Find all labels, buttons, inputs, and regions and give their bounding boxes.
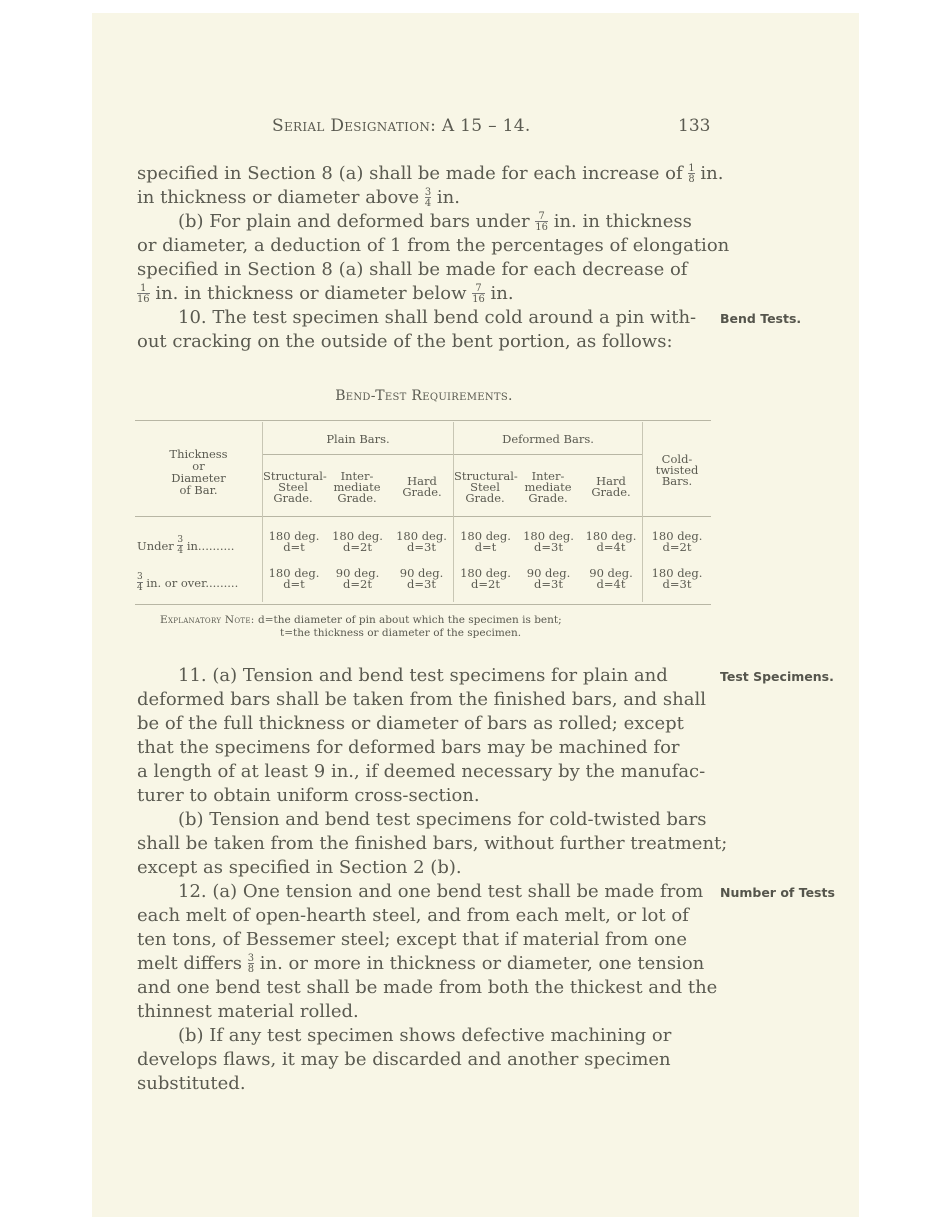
table-cell: 180 deg. d=2t [460, 566, 511, 591]
text-line: turer to obtain uniform cross-section. [137, 785, 480, 806]
text-line: specified in Section 8 (a) shall be made for each increase of $\frac{1}{8}$ in. [137, 162, 724, 186]
table-title: Bend-Test Requirements. [335, 388, 513, 404]
text-line: ten tons, of Bessemer steel; except that if material from one [137, 929, 688, 950]
text-line: (b) For plain and deformed bars under $\frac{7}{16}$ in. in thickness [178, 210, 692, 234]
text-line: 12. (a) One tension and one bend test shall be made from [178, 881, 704, 902]
side-note-bend-tests: Bend Tests. [720, 311, 802, 326]
group-header-plain: Plain Bars. [326, 432, 390, 446]
text-line: melt differs $\frac{3}{8}$ in. or more in thickness or diameter, one tension [137, 952, 705, 976]
fraction: $\frac{7}{16}$ [535, 210, 548, 234]
running-header: Serial Designation: A 15 – 14. [272, 116, 531, 136]
text-line: specified in Section 8 (a) shall be made for each decrease of [137, 259, 688, 280]
fraction: $\frac{1}{8}$ [688, 162, 695, 186]
header-thickness: Thickness or Diameter of Bar. [169, 447, 228, 497]
side-note-test-specimens: Test Specimens. [720, 669, 834, 684]
rule [135, 420, 711, 421]
table-cell: 90 deg. d=3t [526, 566, 571, 591]
text-line: or diameter, a deduction of 1 from the percentages of elongation [137, 235, 730, 256]
table-cell: 180 deg. d=4t [585, 529, 637, 554]
header-hard-plain: Hard Grade. [402, 474, 442, 499]
text-line: out cracking on the outside of the bent portion, as follows: [137, 331, 673, 352]
text-line: except as specified in Section 2 (b). [137, 857, 462, 878]
text-line: 11. (a) Tension and bend test specimens for plain and [178, 665, 668, 686]
table-cell: 180 deg. d=t [460, 529, 511, 554]
text-line: deformed bars shall be taken from the finished bars, and shall [137, 689, 706, 710]
header-intermediate-plain: Inter- mediate Grade. [333, 469, 381, 505]
text-line: a length of at least 9 in., if deemed necessary by the manufac- [137, 761, 706, 782]
fraction: $\frac{3}{4}$ [137, 572, 143, 593]
table-cell: 90 deg. d=3t [399, 566, 444, 591]
table-cell: 90 deg. d=4t [589, 566, 633, 591]
table-cell: 180 deg. d=2t [332, 529, 383, 554]
table-cell: 90 deg. d=2t [335, 566, 380, 591]
rule [135, 516, 711, 517]
text-line: thinnest material rolled. [137, 1001, 359, 1022]
table-cell: 180 deg. d=3t [651, 566, 703, 591]
text-line: be of the full thickness or diameter of bars as rolled; except [137, 713, 684, 734]
header-hard-deformed: Hard Grade. [591, 474, 631, 499]
text-line: that the specimens for deformed bars may be machined for [137, 737, 680, 758]
table-cell: 180 deg. d=3t [523, 529, 574, 554]
row-label-over: $\frac{3}{4}$ in. or over......... [137, 572, 239, 593]
fraction: $\frac{3}{4}$ [177, 535, 184, 556]
fraction: $\frac{3}{4}$ [424, 186, 432, 210]
row-label-under: Under $\frac{3}{4}$ in.......... [137, 535, 235, 556]
group-header-deformed: Deformed Bars. [502, 432, 594, 446]
rule [135, 604, 711, 605]
text-line: shall be taken from the finished bars, without further treatment; [137, 833, 728, 854]
fraction: $\frac{1}{16}$ [137, 282, 150, 306]
table-cell: 180 deg. d=2t [651, 529, 703, 554]
text-line: in thickness or diameter above $\frac{3}{4}$ in. [137, 186, 460, 210]
text-line: 10. The test specimen shall bend cold around a pin with- [178, 307, 697, 328]
header-structural-deformed: Structural- Steel Grade. [454, 469, 518, 505]
bend-test-table [135, 418, 711, 608]
page-number: 133 [678, 116, 711, 136]
text-line: $\frac{1}{16}$ in. in thickness or diameter below $\frac{7}{16}$ in. [137, 282, 514, 306]
header-cold-twisted: Cold- twisted Bars. [655, 452, 699, 488]
side-note-number-of-tests: Number of Tests [720, 885, 835, 900]
text-line: develops flaws, it may be discarded and another specimen [137, 1049, 671, 1070]
fraction: $\frac{7}{16}$ [472, 282, 485, 306]
header-intermediate-deformed: Inter- mediate Grade. [524, 469, 572, 505]
table-cell: 180 deg. d=t [268, 566, 320, 591]
fraction: $\frac{3}{8}$ [247, 952, 255, 976]
text-line: (b) Tension and bend test specimens for cold-twisted bars [178, 809, 707, 830]
table-cell: 180 deg. d=3t [396, 529, 447, 554]
rule [262, 454, 642, 455]
explanatory-note: Explanatory Note: d=the diameter of pin about which the specimen is bent; t=the thickness or diameter of the specimen. [160, 614, 562, 639]
note-label: Explanatory Note: [160, 614, 255, 626]
text-line: (b) If any test specimen shows defective machining or [178, 1025, 672, 1046]
table-cell: 180 deg. d=t [268, 529, 320, 554]
text-line: substituted. [137, 1073, 246, 1094]
text-line: and one bend test shall be made from both the thickest and the [137, 977, 718, 998]
header-structural-plain: Structural- Steel Grade. [263, 469, 327, 505]
text-line: each melt of open-hearth steel, and from each melt, or lot of [137, 905, 689, 926]
